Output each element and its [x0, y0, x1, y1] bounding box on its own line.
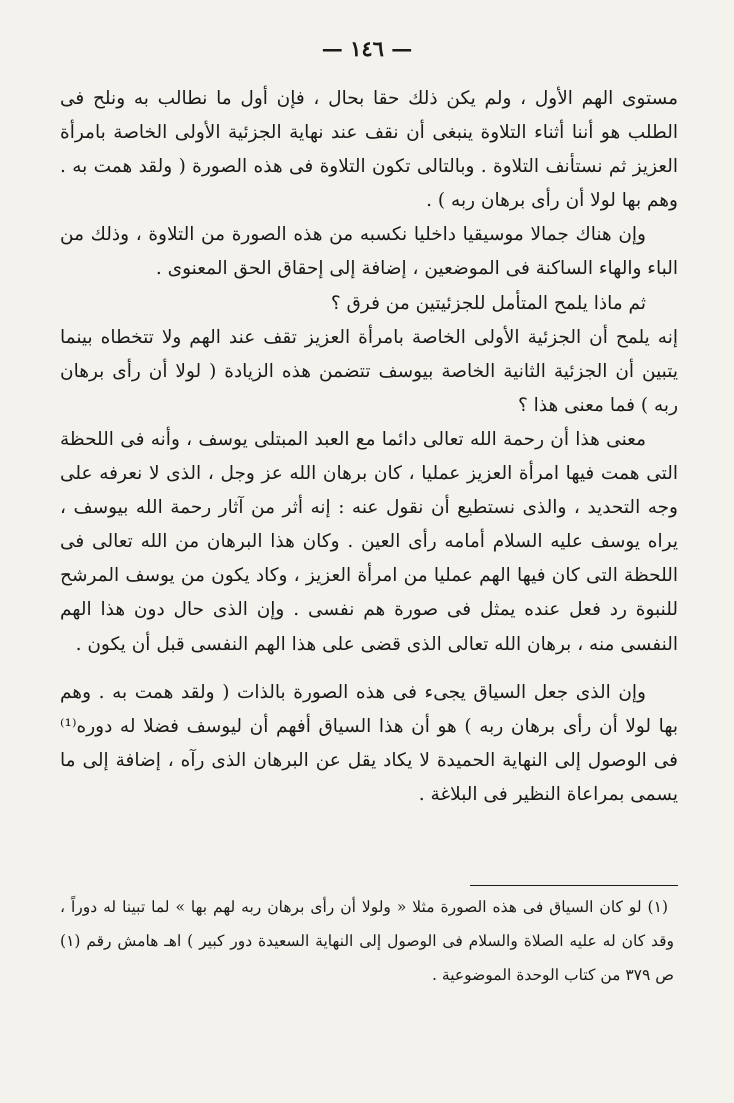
page-number: — ١٤٦ — [321, 36, 413, 61]
paragraph: ثم ماذا يلمح المتأمل للجزئيتين من فرق ؟ [330, 292, 646, 314]
paragraph: وإن الذى جعل السياق يجىء فى هذه الصورة بالذات ( ولقد همت به . وهم بها لولا أن رأى برهان ربه ) هو أن هذا السياق أفهم أن ليوسف فضلا له دوره⁽¹⁾ فى الوصول إلى النهاية الحميدة لا يكاد يقل عن البرهان الذى رآه ، إضافة إلى ما يسمى بمراعاة النظير فى البلاغة . [60, 681, 678, 805]
footnote: (١) لو كان السياق فى هذه الصورة مثلا « ولولا أن رأى برهان ربه لهم بها » لما تبينا له دوراً ، وقد كان له عليه الصلاة والسلام فى الوصول إلى النهاية السعيدة دور كبير ) اهـ هامش رقم (١) ص ٣٧٩ من كتاب الوحدة الموضوعية . [60, 898, 674, 984]
main-text [60, 82, 678, 812]
paragraph: معنى هذا أن رحمة الله تعالى دائما مع العبد المبتلى يوسف ، وأنه فى اللحظة التى همت فيها امرأة العزيز عمليا ، كان برهان الله عز وجل ، الذى لا نعرفه على وجه التحديد ، والذى نستطيع أن نقول عنه : إنه أثر من آثار رحمة الله بيوسف ، يراه يوسف عليه السلام أمامه رأى العين . وكان هذا البرهان من الله تعالى فى اللحظة التى كان فيها الهم عمليا من امرأة العزيز ، وكاد يكون من يوسف المرشح للنبوة رد فعل عنده يمثل فى صورة هم نفسى . وإن الذى حال دون هذا الهم النفسى منه ، برهان الله تعالى الذى قضى على هذا الهم النفسى قبل أن يكون . [60, 428, 678, 655]
footnotes [60, 890, 674, 992]
paragraph: مستوى الهم الأول ، ولم يكن ذلك حقا بحال ، فإن أول ما نطالب به ونلح فى الطلب هو أننا أثناء التلاوة ينبغى أن نقف عند نهاية الجزئية الأولى الخاصة بامرأة العزيز ثم نستأنف التلاوة . وبالتالى تكون التلاوة فى هذه الصورة ( ولقد همت به . وهم بها لولا أن رأى برهان ربه ) . [60, 88, 678, 212]
paragraph: وإن هناك جمالا موسيقيا داخليا نكسبه من هذه الصورة من التلاوة ، وذلك من الباء والهاء الساكنة فى الموضعين ، إضافة إلى إحقاق الحق المعنوى . [60, 224, 678, 280]
footnote-divider [470, 885, 678, 886]
paragraph: إنه يلمح أن الجزئية الأولى الخاصة بامرأة العزيز تقف عند الهم ولا تتخطاه بينما يتبين أن الجزئية الثانية الخاصة بيوسف تتضمن هذه الزيادة ( لولا أن رأى برهان ربه ) فما معنى هذا ؟ [60, 326, 678, 416]
